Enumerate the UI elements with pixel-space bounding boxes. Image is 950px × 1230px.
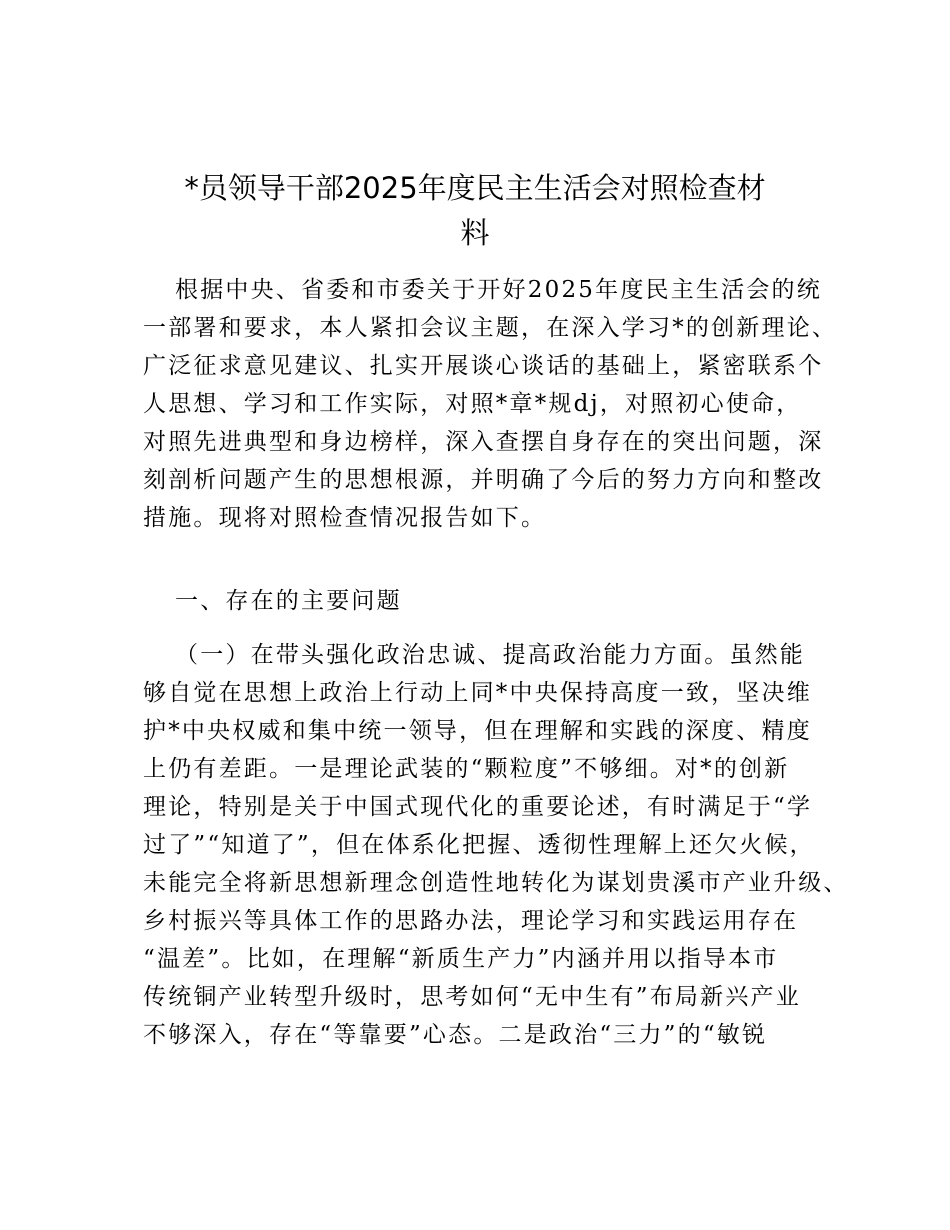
title-line-2: 料 [460,216,490,250]
paragraph-intro-line-6: 刻剖析问题产生的思想根源，并明确了今后的努力方向和整改 [143,467,824,493]
paragraph-intro-line-4: 人思想、学习和工作实际，对照*章*规dj，对照初心使命， [143,391,802,417]
paragraph-intro-line-1: 根据中央、省委和市委关于开好2025年度民主生活会的统 [175,277,822,303]
title-line-1: *员领导干部2025年度民主生活会对照检查材 [184,171,766,205]
subsection-line-5: 理论，特别是关于中国式现代化的重要论述，有时满足于“学 [143,794,813,820]
subsection-line-11: 不够深入，存在“等靠要”心态。二是政治“三力”的“敏锐 [143,1022,768,1048]
section-heading: 一、存在的主要问题 [175,588,402,614]
paragraph-intro-line-7: 措施。现将对照检查情况报告如下。 [143,505,547,531]
subsection-line-9: “温差”。比如，在理解“新质生产力”内涵并用以指导本市 [143,946,779,972]
document-title [120,166,830,256]
paragraph-intro-line-3: 广泛征求意见建议、扎实开展谈心谈话的基础上，紧密联系个 [143,353,824,379]
paragraph-intro-line-5: 对照先进典型和身边榜样，深入查摆自身存在的突出问题，深 [143,429,824,455]
paragraph-intro-line-2: 一部署和要求，本人紧扣会议主题，在深入学习*的创新理论、 [143,315,838,341]
subsection-line-8: 乡村振兴等具体工作的思路办法，理论学习和实践运用存在 [143,908,799,934]
subsection-line-6: 过了”“知道了”，但在体系化把握、透彻性理解上还欠火候， [143,832,815,858]
subsection-line-10: 传统铜产业转型升级时，思考如何“无中生有”布局新兴产业 [143,984,801,1010]
subsection-line-2: 够自觉在思想上政治上行动上同*中央保持高度一致，坚决维 [143,680,812,706]
subsection-line-7: 未能完全将新思想新理念创造性地转化为谋划贵溪市产业升级、 [143,870,849,896]
subsection-line-3: 护*中央权威和集中统一领导，但在理解和实践的深度、精度 [143,718,812,744]
subsection-line-1: （一）在带头强化政治忠诚、提高政治能力方面。虽然能 [175,642,805,668]
subsection-line-4: 上仍有差距。一是理论武装的“颗粒度”不够细。对*的创新 [143,756,790,782]
